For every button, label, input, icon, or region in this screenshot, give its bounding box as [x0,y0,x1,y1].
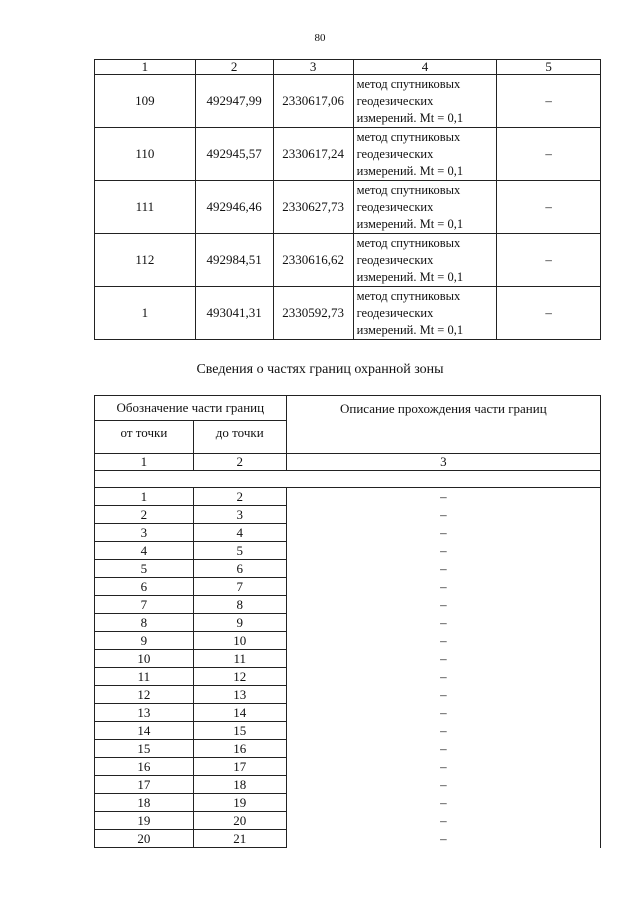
table-row [95,128,601,181]
to-point-header: до точки [193,421,286,454]
part-description: – [286,830,600,848]
table-row [95,794,601,812]
from-point-header: от точки [95,421,194,454]
coord-header-cell: 5 [497,60,601,75]
table-row [95,776,601,794]
section-title: Сведения о частях границ охранной зоны [196,362,444,377]
part-description: – [286,812,600,830]
from-point: 7 [95,596,194,614]
y-coordinate: 2330616,62 [273,234,353,287]
method-cell [353,181,497,234]
to-point: 7 [193,578,286,596]
y-coordinate: 2330617,24 [273,128,353,181]
coordinates-table [94,59,601,340]
method-line: измерений. Mt = 0,1 [356,216,464,231]
method-line: измерений. Mt = 0,1 [356,163,464,178]
y-coordinate: 2330592,73 [273,287,353,340]
part-description: – [286,776,600,794]
from-point: 6 [95,578,194,596]
coord-header-cell: 2 [195,60,273,75]
table-row [95,722,601,740]
method-line: метод спутниковых [356,235,461,250]
method-line: геодезических [356,146,434,161]
part-description: – [286,506,600,524]
from-point: 17 [95,776,194,794]
method-line: метод спутниковых [356,129,461,144]
table-row [95,758,601,776]
to-point: 2 [193,488,286,506]
from-point: 18 [95,794,194,812]
to-point: 12 [193,668,286,686]
part-description: – [286,632,600,650]
x-coordinate: 492984,51 [195,234,273,287]
point-number: 109 [95,75,196,128]
table-row [95,740,601,758]
page-number: 80 [314,32,326,44]
table-row [95,524,601,542]
y-coordinate: 2330627,73 [273,181,353,234]
from-point: 19 [95,812,194,830]
column-number: 1 [95,454,194,471]
part-description: – [286,740,600,758]
table-row [95,668,601,686]
from-point: 15 [95,740,194,758]
method-line: метод спутниковых [356,288,461,303]
parts-rows [95,488,601,848]
coord-header-cell: 1 [95,60,196,75]
x-coordinate: 492947,99 [195,75,273,128]
part-description: – [286,524,600,542]
x-coordinate: 492946,46 [195,181,273,234]
from-point: 2 [95,506,194,524]
note-cell: – [497,287,601,340]
blank-cell [95,471,601,488]
from-point: 11 [95,668,194,686]
method-cell [353,287,497,340]
coordinates-header-row [95,60,601,75]
method-line: геодезических [356,93,434,108]
method-line: геодезических [356,305,434,320]
column-number-row [95,454,601,471]
note-cell: – [497,75,601,128]
table-row [95,632,601,650]
note-cell: – [497,128,601,181]
y-coordinate: 2330617,06 [273,75,353,128]
from-point: 14 [95,722,194,740]
to-point: 20 [193,812,286,830]
from-point: 4 [95,542,194,560]
table-row [95,75,601,128]
from-point: 1 [95,488,194,506]
from-point: 10 [95,650,194,668]
part-description: – [286,542,600,560]
to-point: 13 [193,686,286,704]
table-row [95,560,601,578]
table-row [95,830,601,848]
blank-row [95,471,601,488]
to-point: 9 [193,614,286,632]
parts-header-row [95,396,601,421]
to-point: 3 [193,506,286,524]
part-description: – [286,614,600,632]
from-point: 13 [95,704,194,722]
from-point: 3 [95,524,194,542]
column-number: 3 [286,454,600,471]
x-coordinate: 493041,31 [195,287,273,340]
part-description: – [286,686,600,704]
part-description: – [286,650,600,668]
table-row [95,578,601,596]
group-header: Обозначение части границ [95,396,287,421]
coord-header-cell: 4 [353,60,497,75]
table-row [95,686,601,704]
table-row [95,234,601,287]
to-point: 5 [193,542,286,560]
method-line: метод спутниковых [356,76,461,91]
table-row [95,542,601,560]
table-row [95,488,601,506]
part-description: – [286,578,600,596]
to-point: 4 [193,524,286,542]
part-description: – [286,668,600,686]
coord-header-cell: 3 [273,60,353,75]
point-number: 1 [95,287,196,340]
method-line: измерений. Mt = 0,1 [356,322,464,337]
part-description: – [286,794,600,812]
column-number: 2 [193,454,286,471]
to-point: 18 [193,776,286,794]
method-line: метод спутниковых [356,182,461,197]
note-cell: – [497,234,601,287]
point-number: 110 [95,128,196,181]
from-point: 9 [95,632,194,650]
method-cell [353,128,497,181]
method-line: геодезических [356,252,434,267]
to-point: 14 [193,704,286,722]
from-point: 5 [95,560,194,578]
to-point: 16 [193,740,286,758]
to-point: 11 [193,650,286,668]
table-row [95,596,601,614]
table-row [95,181,601,234]
point-number: 111 [95,181,196,234]
table-row [95,704,601,722]
to-point: 21 [193,830,286,848]
table-row [95,506,601,524]
part-description: – [286,560,600,578]
part-description: – [286,488,600,506]
part-description: – [286,596,600,614]
method-line: измерений. Mt = 0,1 [356,110,464,125]
from-point: 16 [95,758,194,776]
from-point: 12 [95,686,194,704]
x-coordinate: 492945,57 [195,128,273,181]
description-header: Описание прохождения части границ [286,396,600,454]
table-row [95,614,601,632]
point-number: 112 [95,234,196,287]
table-row [95,650,601,668]
note-cell: – [497,181,601,234]
to-point: 19 [193,794,286,812]
to-point: 6 [193,560,286,578]
table-row [95,812,601,830]
table-row [95,287,601,340]
part-description: – [286,722,600,740]
part-description: – [286,704,600,722]
method-cell [353,234,497,287]
method-cell [353,75,497,128]
to-point: 8 [193,596,286,614]
to-point: 10 [193,632,286,650]
method-line: измерений. Mt = 0,1 [356,269,464,284]
method-line: геодезических [356,199,434,214]
boundary-parts-table [94,395,601,848]
to-point: 15 [193,722,286,740]
part-description: – [286,758,600,776]
to-point: 17 [193,758,286,776]
from-point: 8 [95,614,194,632]
from-point: 20 [95,830,194,848]
